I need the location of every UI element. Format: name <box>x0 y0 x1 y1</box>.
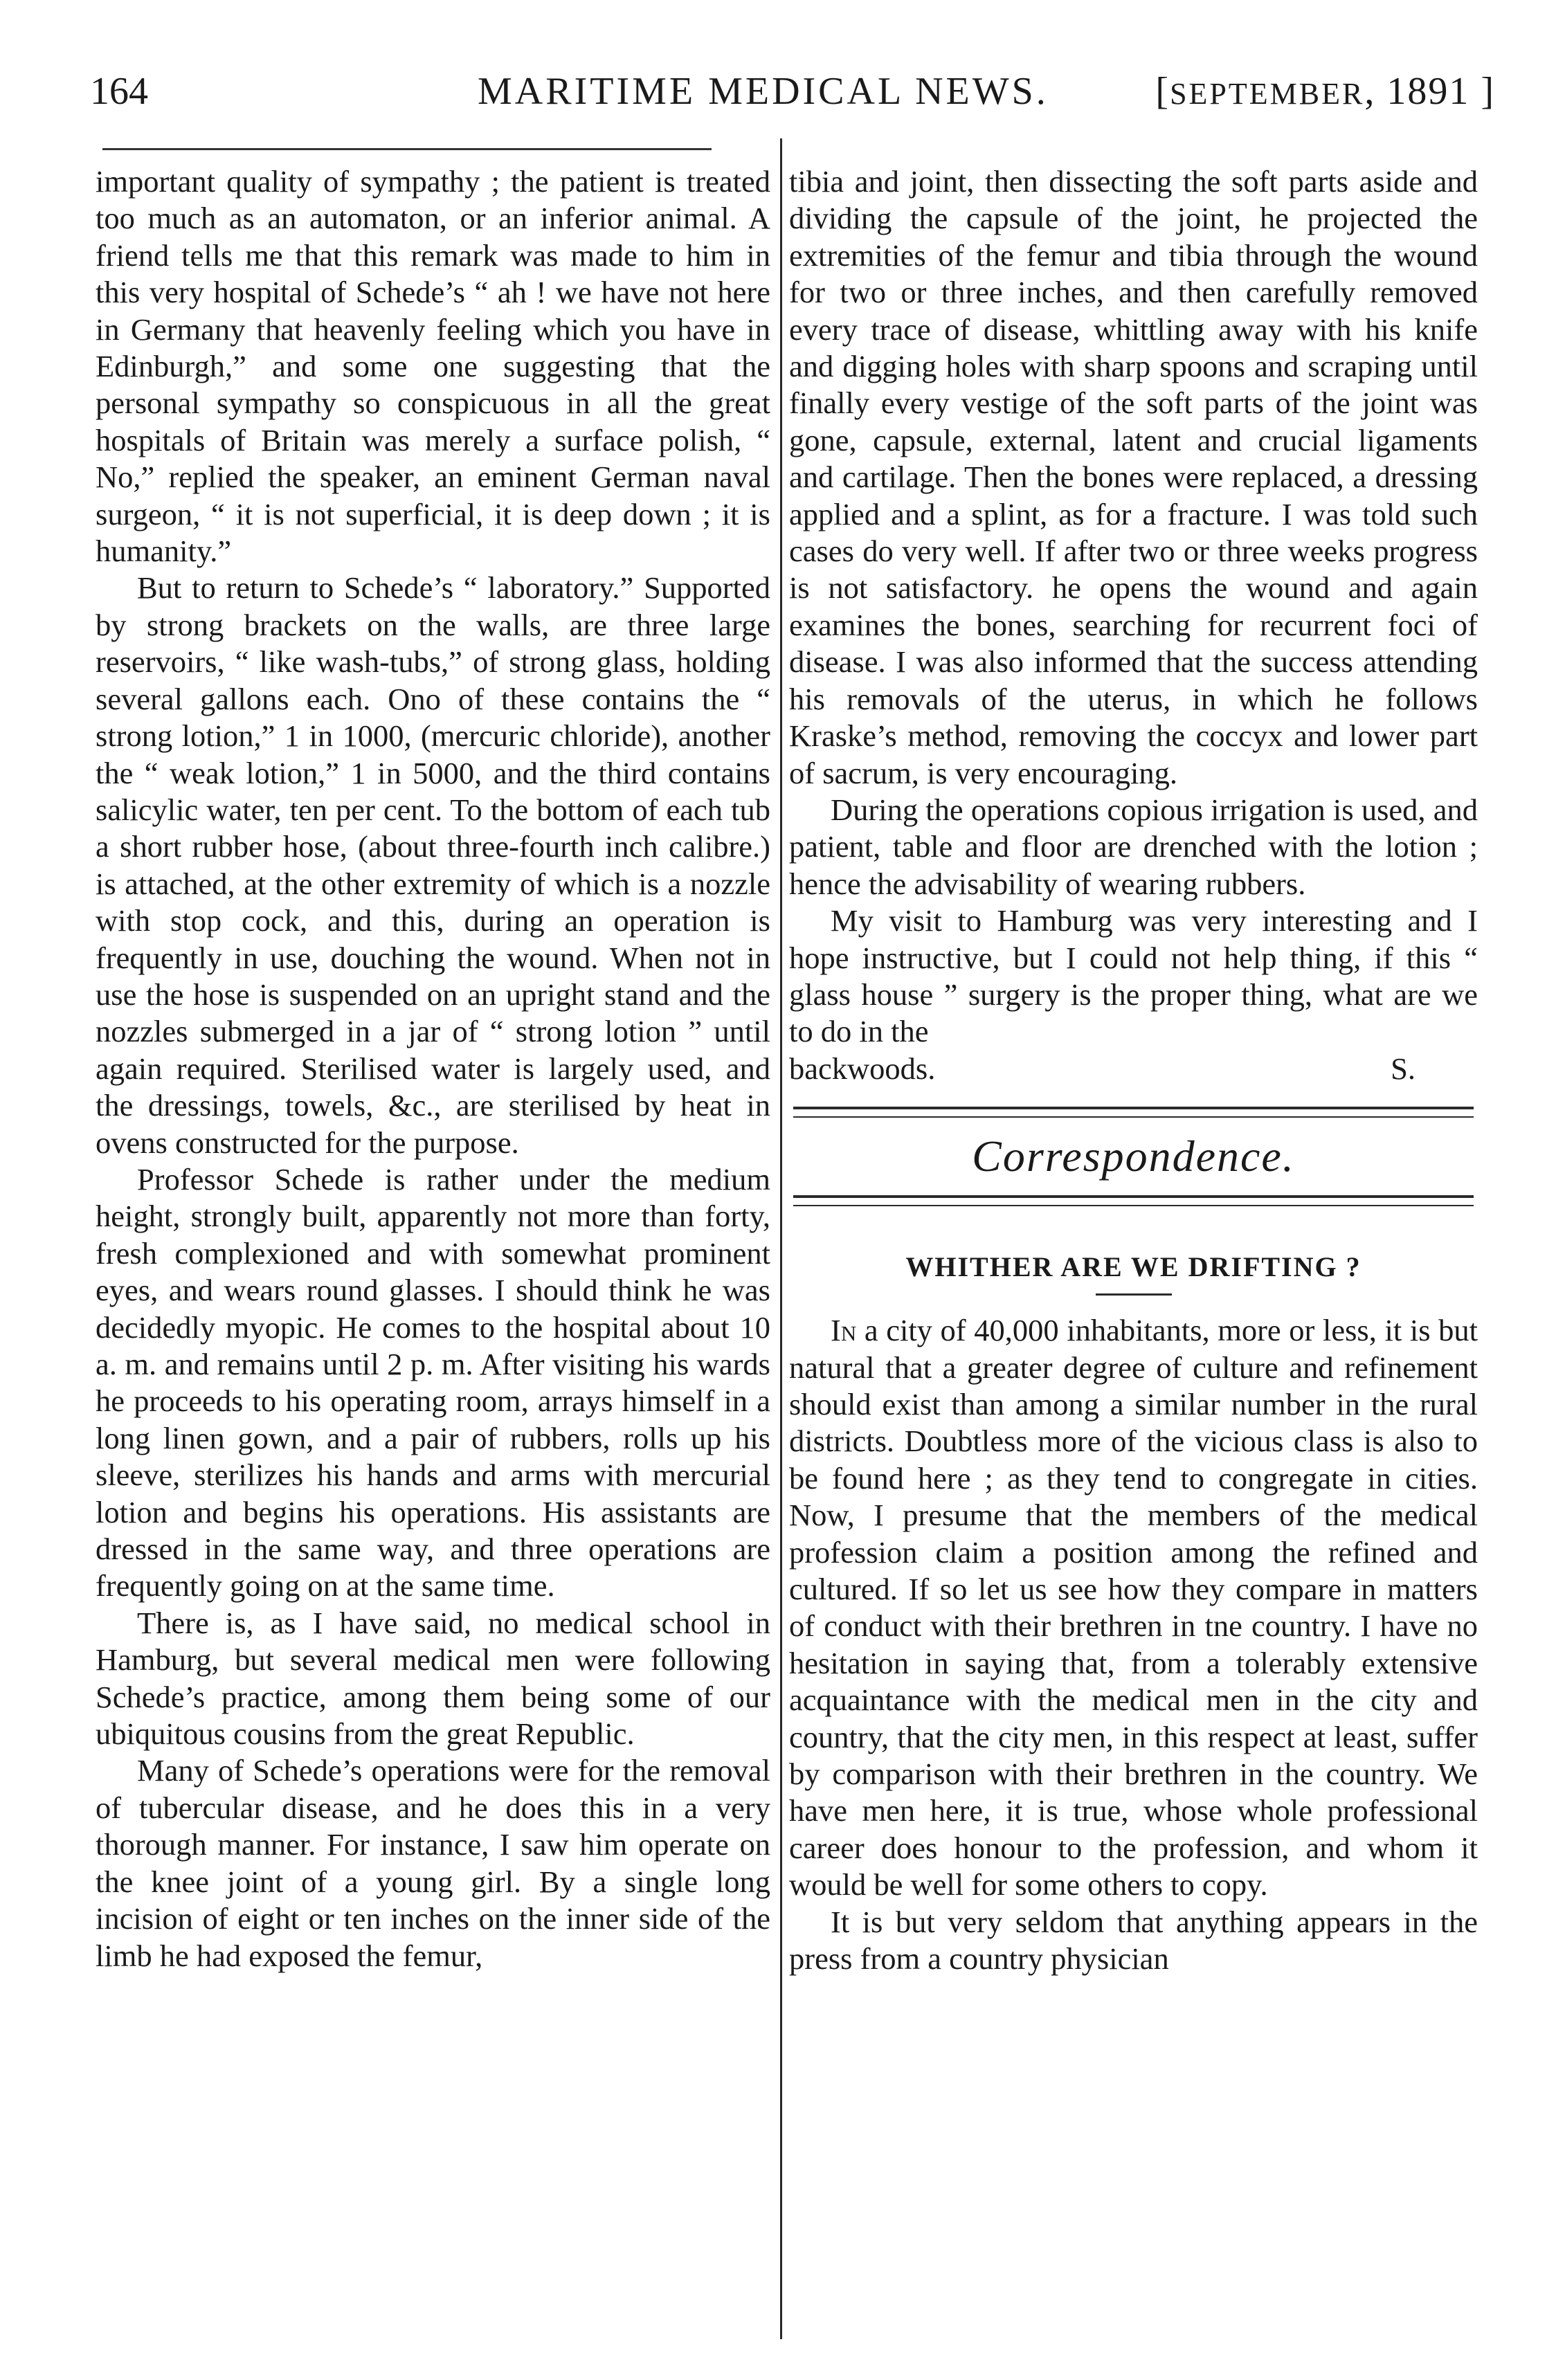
issue-year: , 1891 ] <box>1364 70 1495 113</box>
section-divider-top <box>793 1107 1474 1118</box>
author-signature: S. <box>1391 1051 1415 1086</box>
right-paragraph-2: During the operations copious irrigation is used, and patient, table and floor are drenched with the lotion ; hence the advisability of wearing rubbers. <box>789 792 1478 901</box>
header-rule <box>102 148 712 150</box>
left-paragraph-1: important quality of sympathy ; the patient is treated too much as an automaton, or an inferior animal. A friend tells me that this remark was made to him in this very hospital of Schede’s “ ah ! we have not here in Germany that heavenly feeling which you have in Edinburgh,” and some one suggesting that the personal sympathy so conspicuous in all the great hospitals of Britain was merely a surface polish, “ No,” replied the speaker, an eminent German naval surgeon, “ it is not superficial, it is deep down ; it is humanity.” <box>96 164 770 569</box>
opening-word: In <box>831 1313 857 1348</box>
right-column <box>789 163 1478 1977</box>
left-paragraph-4: There is, as I have said, no medical school in Hamburg, but several medical men were following Schede’s practice, among them being some of our ubiquitous cousins from the great Republic. <box>96 1605 770 1752</box>
article-closing-line <box>789 1051 1478 1087</box>
right-paragraph-3: My visit to Hamburg was very interesting and I hope instructive, but I could not help thing, if this “ glass house ” surgery is the proper thing, what are we to do in the <box>789 903 1478 1049</box>
title-rule <box>1096 1293 1172 1296</box>
article-paragraph-2: It is but very seldom that anything appears in the press from a country physician <box>789 1904 1478 1977</box>
column-divider <box>780 138 782 2339</box>
issue-bracket: [ <box>1155 70 1170 113</box>
section-title: Correspondence. <box>972 1132 1295 1181</box>
issue-date <box>1155 64 1495 122</box>
article-title: WHITHER ARE WE DRIFTING ? <box>905 1251 1362 1283</box>
left-paragraph-3: Professor Schede is rather under the medium height, strongly built, apparently not more than forty, fresh complexioned and with somewhat prominent eyes, and wears round glasses. I should think he was decidedly myopic. He comes to the hospital about 10 a. m. and remains until 2 p. m. After visiting his wards he proceeds to his operating room, arrays himself in a long linen gown, and a pair of rubbers, rolls up his sleeve, sterilizes his hands and arms with mercurial lotion and begins his operations. His assistants are dressed in the same way, and three operations are frequently going on at the same time. <box>96 1161 770 1604</box>
page-number: 164 <box>90 70 148 113</box>
journal-title: MARITIME MEDICAL NEWS. <box>478 70 1049 113</box>
left-column <box>96 163 770 1974</box>
issue-month: SEPTEMBER <box>1170 77 1365 111</box>
left-paragraph-2: But to return to Schede’s “ laboratory.” Supported by strong brackets on the walls, are three large reservoirs, “ like wash-tubs,” of strong glass, holding several gallons each. Ono of these contains the “ strong lotion,” 1 in 1000, (mercuric chloride), another the “ weak lotion,” 1 in 5000, and the third contains salicylic water, ten per cent. To the bottom of each tub a short rubber hose, (about three-fourth inch calibre.) is attached, at the other extremity of which is a nozzle with stop cock, and this, during an operation is frequently in use, douching the wound. When not in use the hose is suspended on an upright stand and the nozzles submerged in a jar of “ strong lotion ” until again required. Sterilised water is largely used, and the dressings, towels, &c., are sterilised by heat in ovens constructed for the purpose. <box>96 570 770 1160</box>
right-paragraph-1: tibia and joint, then dissecting the soft parts aside and dividing the capsule of the joint, he projected the extremities of the femur and tibia through the wound for two or three inches, and then carefully removed every trace of disease, whittling away with his knife and digging holes with sharp spoons and scraping until finally every vestige of the soft parts of the joint was gone, capsule, external, latent and crucial ligaments and cartilage. Then the bones were replaced, a dressing applied and a splint, as for a fracture. I was told such cases do very well. If after two or three weeks progress is not satisfactory. he opens the wound and again examines the bones, searching for recurrent foci of disease. I was also informed that the success attending his removals of the uterus, in which he follows Kraske’s method, removing the coccyx and lower part of sacrum, is very encouraging. <box>789 164 1478 790</box>
running-header <box>90 64 1495 119</box>
article-paragraph-1-text: a city of 40,000 inhabitants, more or less, it is but natural that a greater degree of culture and refinement should exist than among a similar number in the rural districts. Doubtless more of the vicious class is also to be found here ; as they tend to congregate in cities. Now, I presume that the members of the medical profession claim a position among the refined and cultured. If so let us see how they compare in matters of conduct with their brethren in tne country. I have no hesitation in saying that, from a tolerably extensive acquaintance with the medical men in the city and country, that the city men, in this respect at least, suffer by comparison with their brethren in the country. We have men here, it is true, whose whole professional career does honour to the profession, and whom it would be well for some others to copy. <box>789 1313 1478 1902</box>
left-paragraph-5: Many of Schede’s operations were for the removal of tubercular disease, and he does this in a very thorough manner. For instance, I saw him operate on the knee joint of a young girl. By a single long incision of eight or ten inches on the inner side of the limb he had exposed the femur, <box>96 1753 770 1973</box>
closing-word: backwoods. <box>789 1051 936 1086</box>
section-divider-bottom <box>793 1195 1474 1206</box>
article-paragraph-1 <box>789 1312 1478 1904</box>
